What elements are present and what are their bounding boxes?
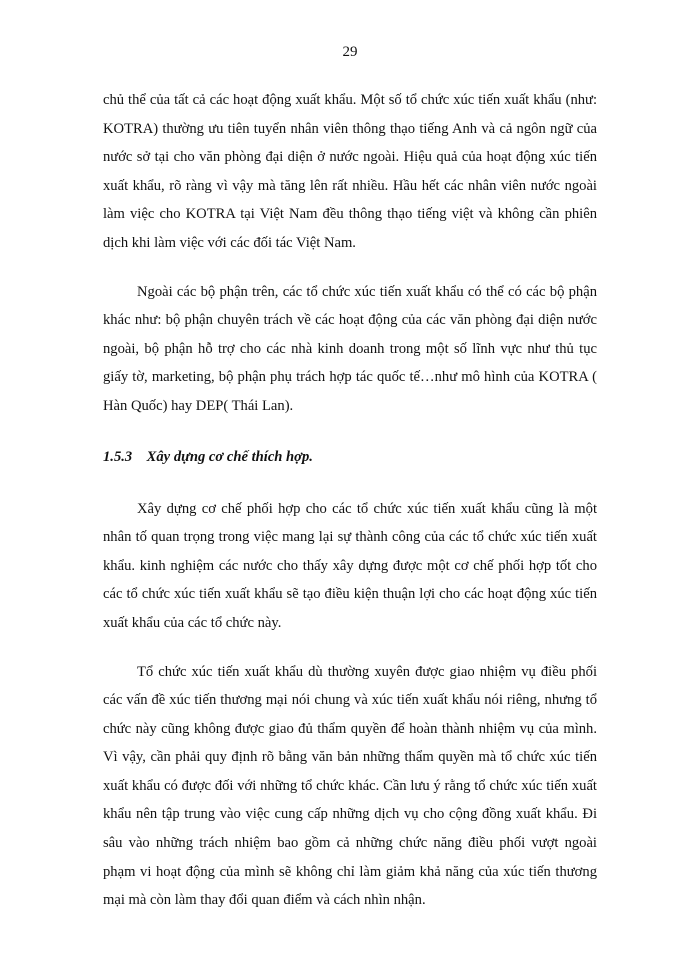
section-number: 1.5.3 [103, 448, 133, 465]
paragraph-1: chủ thể của tất cả các hoạt động xuất khẩu. Một số tổ chức xúc tiến xuất khẩu (như: KOTRA) thường ưu tiên tuyển nhân viên thông thạo tiếng Anh và cả ngôn ngữ của nước sở tại cho văn phòng đại diện ở nước ngoài. Hiệu quả của hoạt động xúc tiến xuất khẩu, rõ ràng vì vậy mà tăng lên rất nhiều. Hầu hết các nhân viên nước ngoài làm việc cho KOTRA tại Việt Nam đều thông thạo tiếng việt và không cần phiên dịch khi làm việc với các đối tác Việt Nam. [103, 92, 597, 251]
paragraph-4: Tổ chức xúc tiến xuất khẩu dù thường xuyên được giao nhiệm vụ điều phối các vấn đề xúc tiến thương mại nói chung và xúc tiến xuất khẩu nói riêng, nhưng tổ chức này cũng không được giao đủ thẩm quyền để hoàn thành nhiệm vụ của mình. Vì vậy, cần phải quy định rõ bằng văn bản những thẩm quyền mà tổ chức xúc tiến xuất khẩu có được đối với những tổ chức khác. Cần lưu ý rằng tổ chức xúc tiến xuất khẩu nên tập trung vào việc cung cấp những dịch vụ cho cộng đồng xuất khẩu. Đi sâu vào những trách nhiệm bao gồm cả những chức năng điều phối vượt ngoài phạm vi hoạt động của mình sẽ không chỉ làm giảm khả năng của xúc tiến thương mại mà còn làm thay đổi quan điểm và cách nhìn nhận. [103, 663, 597, 909]
section-heading [103, 443, 597, 471]
section-title: Xây dựng cơ chế thích hợp. [146, 448, 313, 465]
document-body [103, 86, 597, 915]
paragraph-3: Xây dựng cơ chế phối hợp cho các tổ chức xúc tiến xuất khẩu cũng là một nhân tố quan trọng trong việc mang lại sự thành công của các tổ chức xúc tiến xuất khẩu. kinh nghiệm các nước cho thấy xây dựng được một cơ chế phối hợp tốt cho các tổ chức xúc tiến xuất khẩu sẽ tạo điều kiện thuận lợi cho các hoạt động xúc tiến xuất khẩu của các tổ chức này. [103, 500, 597, 631]
page-number: 29 [342, 44, 358, 60]
paragraph-2: Ngoài các bộ phận trên, các tổ chức xúc tiến xuất khẩu có thể có các bộ phận khác như: bộ phận chuyên trách về các hoạt động của các văn phòng đại diện nước ngoài, bộ phận hỗ trợ cho các nhà kinh doanh trong một số lĩnh vực như thủ tục giấy tờ, marketing, bộ phận phụ trách hợp tác quốc tế…như mô hình của KOTRA ( Hàn Quốc) hay DEP( Thái Lan). [103, 283, 597, 414]
